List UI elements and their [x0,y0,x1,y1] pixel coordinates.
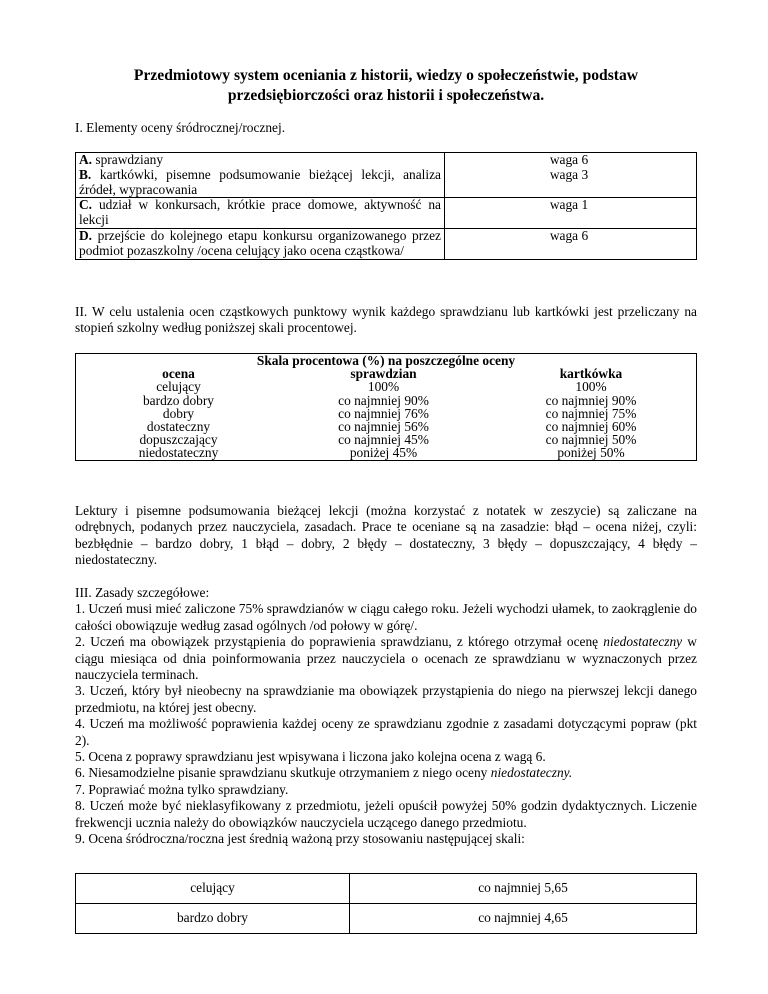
grade-cell: bardzo dobry [142,392,215,408]
rule-2-start: 2. Uczeń ma obowiązek przystąpienia do poprawienia sprawdzianu, z którego otrzymał ocenę [75,634,599,650]
table-row [76,394,697,407]
test-threshold-cell: co najmniej 45% [338,432,429,448]
rule-7: 7. Poprawiać można tylko sprawdziany. [75,781,289,797]
rule-3: 3. Uczeń, który był nieobecny na sprawdzianie ma obowiązek przystąpienia do niego na pierwszej lekcji danego przedmiotu, na której jest obecny. [75,683,697,715]
test-threshold-cell: co najmniej 76% [338,405,429,421]
grade-cell: niedostateczny [138,445,219,461]
quiz-threshold-cell: co najmniej 90% [545,392,637,408]
section-3 [75,585,697,848]
grade-cell: celujący [156,379,201,395]
element-weight: waga 6 [549,227,589,243]
quiz-threshold-cell: co najmniej 50% [545,432,637,448]
element-text: przejście do kolejnego etapu konkursu organizowanego przez podmiot pozaszkolny /ocena celujący jako ocena cząstkowa/ [79,227,441,258]
header-ocena: ocena [162,366,195,382]
document-title [75,66,697,106]
rule-1: 1. Uczeń musi mieć zaliczone 75% sprawdzianów w ciągu całego roku. Jeżeli wychodzi ułamek, to zaokrąglenie do całości obowiązuje według zasad ogólnych /od połowy w górę/. [75,601,697,633]
rule-9: 9. Ocena śródroczna/roczna jest średnią ważoną przy stosowaniu następującej skali: [75,831,525,847]
percent-scale-table [75,353,697,461]
weight-cell [445,198,697,229]
quiz-threshold-cell: co najmniej 60% [545,419,637,435]
weight-cell [445,228,697,259]
rule-6 [75,765,697,781]
element-c-cell [76,198,445,229]
test-threshold-cell: poniżej 45% [349,445,418,461]
section-2-paragraph: II. W celu ustalenia ocen cząstkowych punktowy wynik każdego sprawdzianu lub kartkówki jest przeliczany na stopień szkolny według poniższej skali procentowej. [75,304,697,336]
quiz-threshold-cell: co najmniej 75% [545,405,637,421]
section-1-heading: I. Elementy oceny śródrocznej/rocznej. [75,120,286,135]
element-label: A. [79,152,93,167]
table-row [76,874,697,904]
element-weight: waga 1 [549,197,589,213]
element-weight: waga 6 [549,152,589,167]
title-line-1: Przedmiotowy system oceniania z historii, wiedzy o społeczeństwie, podstaw [133,67,639,84]
table-row [76,904,697,934]
element-text: kartkówki, pisemne podsumowanie bieżącej lekcji, analiza źródeł, wypracowania [79,166,441,197]
scale-caption: Skala procentowa (%) na poszczególne oceny [256,353,516,368]
element-text: sprawdziany [95,152,164,167]
table-row [76,446,697,460]
table-row [76,153,697,198]
elements-table [75,152,697,260]
element-label: C. [79,197,93,213]
title-line-2: przedsiębiorczości oraz historii i społeczeństwa. [227,87,545,104]
table-row [76,228,697,259]
average-scale-table [75,873,697,934]
header-sprawdzian: sprawdzian [350,366,417,382]
element-label: B. [79,166,92,182]
test-threshold-cell: 100% [367,379,400,395]
rule-6-start: 6. Niesamodzielne pisanie sprawdzianu skutkuje otrzymaniem z niego oceny [75,765,488,781]
test-threshold-cell: co najmniej 90% [338,392,429,408]
rule-6-grade: niedostateczny. [490,765,573,781]
test-threshold-cell: co najmniej 56% [338,419,429,435]
rule-5: 5. Ocena z poprawy sprawdzianu jest wpisywana i liczona jako kolejna ocena z wagą 6. [75,749,546,765]
grade-cell: celujący [76,874,350,904]
rule-2-end: w ciągu miesiąca od dnia poinformowania przez nauczyciela o ocenach ze sprawdzianu w wyznaczonych przez nauczyciela terminach. [75,634,697,683]
table-row [76,198,697,229]
element-a-cell [76,153,445,198]
rule-8: 8. Uczeń może być nieklasyfikowany z przedmiotu, jeżeli opuścił powyżej 50% godzin dydaktycznych. Liczenie frekwencji ucznia należy do obowiązków nauczyciela uczącego danego przedmiotu. [75,798,697,830]
average-threshold-cell: co najmniej 5,65 [350,874,697,904]
element-d-cell [76,228,445,259]
table-row [76,380,697,393]
rule-2 [75,634,697,683]
quiz-threshold-cell: 100% [575,379,607,395]
element-label: D. [79,227,93,243]
rule-4: 4. Uczeń ma możliwość poprawienia każdej oceny ze sprawdzianu zgodnie z zasadami dotyczącymi popraw (pkt 2). [75,716,697,748]
grade-cell: dopuszczający [139,432,218,448]
rule-2-grade: niedostateczny [603,634,683,650]
grade-cell: dostateczny [146,419,211,435]
readings-paragraph: Lektury i pisemne podsumowania bieżącej lekcji (można korzystać z notatek w zeszycie) są zaliczane na odrębnych, podanych przez nauczyciela, zasadach. Prace te oceniane są na zasadzie: błąd – ocena niżej, czyli: bezbłędnie – bardzo dobry, 1 błąd – dobry, 2 błędy – dostateczny, 3 błędy – dopuszczający, 4 błędy – niedostateczny. [75,503,697,568]
average-threshold-cell: co najmniej 4,65 [350,904,697,934]
table-caption-row [76,354,697,368]
element-text: udział w konkursach, krótkie prace domowe, aktywność na lekcji [79,197,441,228]
weight-cell [445,153,697,198]
element-weight: waga 3 [549,166,589,182]
header-kartkowka: kartkówka [559,366,623,382]
section-3-heading: III. Zasady szczegółowe: [75,585,210,600]
grade-cell: dobry [162,405,195,421]
grade-cell: bardzo dobry [76,904,350,934]
quiz-threshold-cell: poniżej 50% [557,445,625,461]
